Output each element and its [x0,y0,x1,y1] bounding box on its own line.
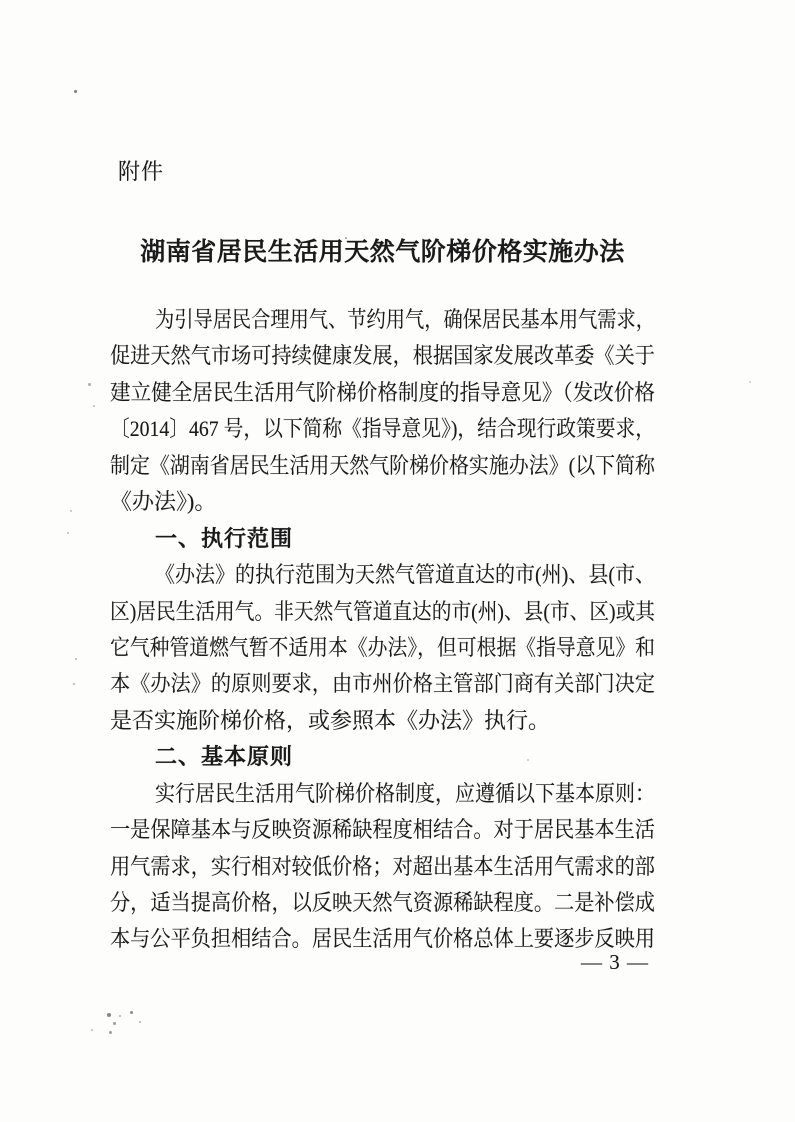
text-line [110,484,655,520]
text-line [110,776,655,812]
text-line [110,448,655,484]
text-line-content: 为引导居民合理用气、节约用气，确保居民基本用气需求， [155,307,655,332]
scan-speck [749,381,751,383]
text-line-content: 《办法》的执行范围为天然气管道直达的市(州)、县(市、 [155,562,655,588]
text-line-content: 分，适当提高价格，以反映天然气资源稀缺程度。二是补偿成 [110,890,655,915]
text-line-content: 本与公平负担相结合。居民生活用气价格总体上要逐步反映用 [110,926,655,952]
text-line [110,594,655,630]
text-line-content: 〔2014〕467 号，以下简称《指导意见》)，结合现行政策要求， [110,416,655,442]
text-line-content: 它气种管道燃气暂不适用本《办法》，但可根据《指导意见》和 [110,634,655,660]
text-line-content: 区)居民生活用气。非天然气管道直达的市(州)、县(市、区)或其 [110,598,655,624]
text-line-content: 制定《湖南省居民生活用天然气阶梯价格实施办法》(以下简称 [110,452,655,478]
scan-speck [139,1021,141,1023]
attachment-label: 附件 [118,159,165,184]
text-line-content: 一是保障基本与反映资源稀缺程度相结合。对于居民基本生活 [110,817,655,843]
text-line-content: 实行居民生活用气阶梯价格制度，应遵循以下基本原则： [155,780,655,806]
text-line [110,703,655,739]
scan-speck [73,683,75,685]
text-line [110,666,655,702]
scan-speck [67,532,69,534]
scan-speck [88,383,91,386]
scan-speck [113,1022,116,1025]
scan-speck [91,1029,93,1031]
page-number: — 3 — [581,950,649,974]
scan-speck [130,1011,133,1014]
text-line-content: 《办法》)。 [110,489,217,515]
scan-speck [109,1031,112,1034]
scan-speck [107,1013,111,1017]
text-line [110,849,655,885]
text-line [110,921,655,957]
text-line [110,411,655,447]
text-line-content: 用气需求，实行相对较低价格；对超出基本生活用气需求的部 [110,853,655,879]
text-line-content: 促进天然气市场可持续健康发展，根据国家发展改革委《关于 [110,343,655,369]
text-line-content: 二、基本原则 [155,744,294,770]
scan-speck [119,1015,121,1017]
text-line [110,375,655,411]
text-line-content: 建立健全居民生活用气阶梯价格制度的指导意见》（发改价格 [110,379,655,405]
section-heading [110,739,655,775]
section-heading [110,521,655,557]
scan-speck [70,510,72,512]
document-body [110,302,655,958]
page-title: 湖南省居民生活用天然气阶梯价格实施办法 [140,239,625,266]
text-line-content: 本《办法》的原则要求，由市州价格主管部门商有关部门决定 [110,671,655,697]
scan-speck [93,405,95,407]
text-line-content: 一、执行范围 [155,525,294,551]
scan-speck [527,759,529,761]
text-line [110,557,655,593]
text-line [110,812,655,848]
text-line [110,630,655,666]
scan-speck [345,237,347,239]
scan-speck [75,658,77,660]
text-line-content: 是否实施阶梯价格，或参照本《办法》执行。 [110,707,551,733]
text-line [110,338,655,374]
text-line [110,302,655,338]
scan-speck [74,90,77,93]
text-line [110,885,655,921]
